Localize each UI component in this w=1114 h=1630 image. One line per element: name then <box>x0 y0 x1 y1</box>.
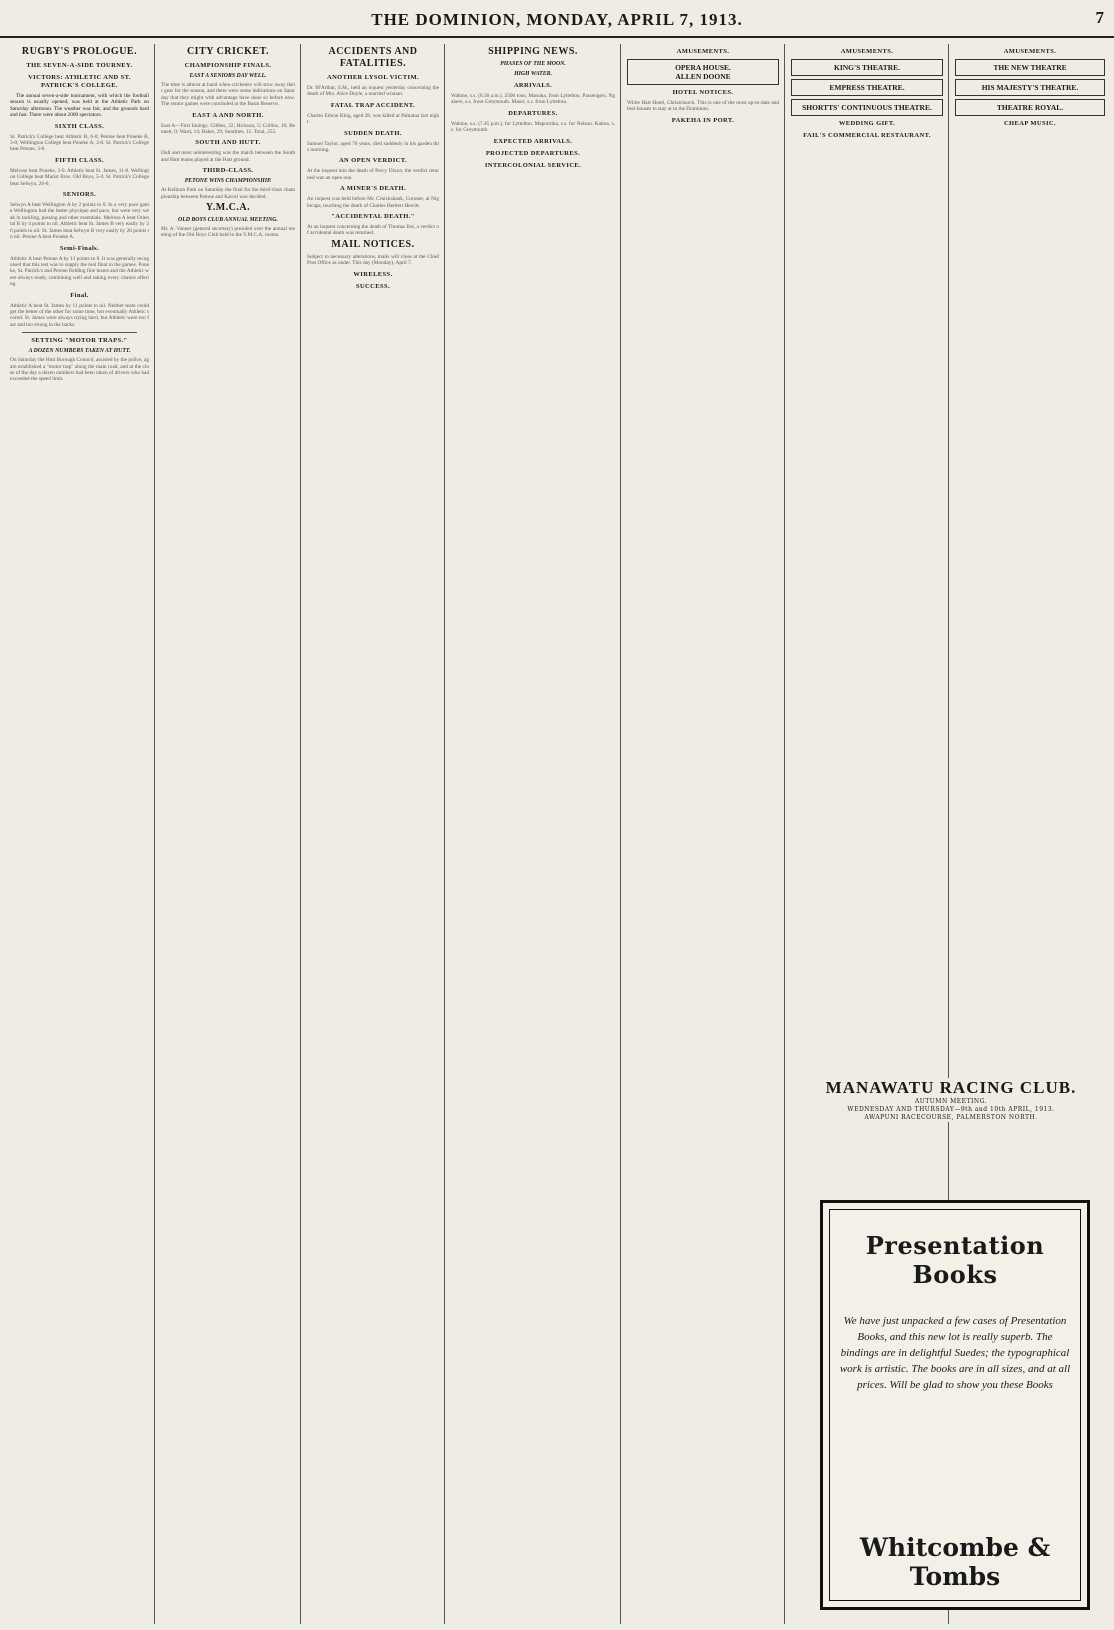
empress-theatre-title: EMPRESS THEATRE. <box>829 83 905 92</box>
article-body: At the inquest into the death of Percy Dixon, the verdict returned was an open one. <box>307 168 439 181</box>
opera-house-title: OPERA HOUSE. <box>675 63 731 72</box>
accidents-heading: ACCIDENTS AND FATALITIES. <box>328 46 418 69</box>
racing-club-line-2: WEDNESDAY AND THURSDAY—9th and 10th APRIL, 1913. <box>847 1106 1055 1113</box>
rugby-section-semi: Semi-Finals. <box>59 244 100 252</box>
article-body: Wahine, s.s. (6.30 a.m.), 2500 tons, Manuka, from Lyttelton. Passengers. Ngahere, s.s. from Greymouth. Maori, s.s. from Lyttelton. <box>451 93 615 106</box>
rugby-kicker: VICTORS: ATHLETIC AND ST. PATRICK'S COLLEGE. <box>28 74 131 89</box>
article-body: Charles Edwin King, aged 28, was killed at Pahiatua last night. <box>307 112 439 126</box>
his-majestys-title: HIS MAJESTY'S THEATRE. <box>981 83 1079 92</box>
article-body: Dull and most uninteresting was the match between the South and Hutt teams played at the Hutt ground. <box>161 150 295 163</box>
column-rule <box>620 44 621 1624</box>
opera-house-ad <box>627 59 779 85</box>
column-rule <box>154 44 155 1624</box>
cheap-music-heading: CHEAP MUSIC. <box>1003 120 1057 127</box>
racing-club-line-3: AWAPUNI RACECOURSE, PALMERSTON NORTH. <box>864 1114 1038 1121</box>
rugby-section-fifth: FIFTH CLASS. <box>55 156 104 164</box>
article-body: At Kelburn Park on Saturday the final for the third-class championship between Petone and Karori was decided. <box>161 187 295 200</box>
accidental-death-heading: "ACCIDENTAL DEATH." <box>331 213 415 221</box>
article-body: Mr. A. Vanner (general secretary) presided over the annual meeting of the Old Boys Club held in the Y.M.C.A. rooms. <box>161 226 295 239</box>
article-body: At an inquest concerning the death of Thomas Ilot, a verdict of accidental death was returned. <box>307 224 439 237</box>
cricket-petone: PETONE WINS CHAMPIONSHIP. <box>184 178 272 185</box>
shortts-theatre-ad <box>791 99 943 116</box>
new-theatre-ad <box>955 59 1105 76</box>
mail-notices-heading: MAIL NOTICES. <box>331 238 415 250</box>
pakeha-heading: PAKEHA IN PORT. <box>671 116 735 124</box>
article-body: An inquest was held before Mr. Cruickshank, Coroner, at Nightcaps, touching the death of Charles Herbert Hewitt. <box>307 196 439 209</box>
motor-traps-heading: SETTING "MOTOR TRAPS." <box>31 337 128 345</box>
racing-club-notice <box>791 1078 1111 1122</box>
motor-traps-subheading: A DOZEN NUMBERS TAKEN AT HUTT. <box>28 348 131 355</box>
ad-body: We have just unpacked a few cases of Presentation Books, and this new lot is really superb. The bindings are in delightful Suedes; the typographical work is artistic. The books are in all sizes, and at all prices. Will be glad to show you these Books <box>839 1315 1071 1391</box>
allen-doone: ALLEN DOONE <box>675 72 731 81</box>
newspaper-title: THE DOMINION, MONDAY, APRIL 7, 1913. <box>371 10 743 29</box>
rugby-heading: RUGBY'S PROLOGUE. <box>21 46 138 57</box>
article-body: Wahine, s.s. (7.45 p.m.), for Lyttelton. Mapourika, s.s. for Nelson. Kaitoa, s.s. for Greymouth. <box>451 120 615 134</box>
page-number: 7 <box>1095 8 1104 27</box>
amusements-heading: AMUSEMENTS. <box>676 48 730 55</box>
arrivals-heading: ARRIVALS. <box>513 82 553 89</box>
fails-restaurant-heading: FAIL'S COMMERCIAL RESTAURANT. <box>803 132 931 139</box>
moon-heading: PHASES OF THE MOON. <box>500 61 566 67</box>
racing-club-line-1: AUTUMN MEETING. <box>914 1098 988 1105</box>
his-majestys-ad <box>955 79 1105 96</box>
masthead <box>0 0 1114 38</box>
article-body: Samuel Taylor, aged 70 years, died suddenly in his garden this morning. <box>307 140 439 154</box>
rugby-section-sixth: SIXTH CLASS. <box>54 122 105 130</box>
cricket-table-heading: EAST A AND NORTH. <box>192 111 264 119</box>
rugby-section-final: Final. <box>70 291 89 299</box>
column-amusements-1 <box>623 44 783 1624</box>
cricket-south-hutt: SOUTH AND HUTT. <box>195 139 261 147</box>
theatre-royal-title: THEATRE ROYAL. <box>996 103 1064 112</box>
ad-heading: Presentation Books <box>865 1231 1045 1289</box>
wedding-gift-heading: WEDDING GIFT. <box>838 120 896 127</box>
intercolonial-heading: INTERCOLONIAL SERVICE. <box>484 161 582 169</box>
hotel-notices-heading: HOTEL NOTICES. <box>672 89 734 96</box>
lysol-heading: ANOTHER LYSOL VICTIM. <box>326 74 420 81</box>
cricket-subheading: CHAMPIONSHIP FINALS. <box>184 62 272 69</box>
cricket-kicker: EAST A SENIORS DAY WELL. <box>189 73 267 79</box>
column-shipping <box>447 44 619 1624</box>
article-body: East A—First Innings. Gibbes, 32; Hickson, 5; Collins, 18; Bennett, 0; Ward, 14; Baker, 29; Sundries, 11. Total, 255. <box>161 122 295 136</box>
racing-club-title: MANAWATU RACING CLUB. <box>825 1078 1077 1097</box>
amusements-heading-2: AMUSEMENTS. <box>840 48 894 55</box>
article-body: Subject to necessary alterations, mails will close at the Chief Post Office as under. This day (Monday), April 7. <box>307 253 439 267</box>
expected-arrivals-heading: EXPECTED ARRIVALS. <box>493 137 573 145</box>
article-body: On Saturday the Hutt Borough Council, assisted by the police, again established a "motor trap" along the main road, and at the close of the day a dozen numbers had been taken of drivers who had exceeded the speed limit. <box>10 357 149 383</box>
miner-death-heading: A MINER'S DEATH. <box>339 185 407 193</box>
empress-theatre-ad <box>791 79 943 96</box>
high-water-heading: HIGH WATER. <box>514 71 552 77</box>
trap-accident-heading: FATAL TRAP ACCIDENT. <box>330 101 416 109</box>
rugby-intro: The annual seven-a-side tournament, with which the football season is usually opened, was held at the Athletic Park on Saturday afternoon. The weather was fair, and the grounds hard and fast. There were about 2000 spectators. <box>10 93 149 119</box>
article-body: White Hart Hotel, Christchurch. This is one of the most up-to-date and best houses to stay at in the Dominion. <box>627 100 779 113</box>
column-rule <box>784 44 785 1624</box>
amusements-heading-3: AMUSEMENTS. <box>1003 48 1057 55</box>
ad-signature: Whitcombe & Tombs <box>859 1533 1051 1591</box>
article-body: Athletic A beat Petone A by 11 points to 0. It was generally recognised that this test was to supply the real final in the games. Poneke, St. Patrick's and Petone fielding fine teams and the Athletic were always ready, combining well and taking every chance offering. <box>10 255 149 288</box>
cricket-third-class: THIRD-CLASS. <box>202 167 254 175</box>
column-rugby <box>6 44 153 1624</box>
article-body: The time is almost at hand when cricketers will stow away their gear for the season, and there were some indications on Saturday that they might with advantage have done so before now. The senior games were concluded at the Basin Reserve. <box>161 82 295 108</box>
ymca-heading: Y.M.C.A. <box>205 202 251 214</box>
article-body: Melrose beat Poneke, 3-0. Athletic beat St. James, 11-0. Wellington College beat Marist Bros. Old Boys, 5-4. St. Patrick's College beat Selwyn, 26-0. <box>10 167 149 187</box>
column-rule <box>444 44 445 1624</box>
theatre-royal-ad <box>955 99 1105 116</box>
article-body: Selwyn A beat Wellington A by 2 points to 0. In a very poor game Wellington had the better physique and pace, but were very weak in tackling, passing and other essentials. Melrose A beat Oriental B by 4 points to nil. Athletic beat St. James B very easily by 26 points to nil. St. James beat Selwyn B very easily by 26 points to nil. Petone A beat Poneke A. <box>10 202 149 241</box>
new-theatre-title: THE NEW THEATRE <box>993 63 1067 72</box>
open-verdict-heading: AN OPEN VERDICT. <box>338 157 408 165</box>
kings-theatre-ad <box>791 59 943 76</box>
rugby-subheading: THE SEVEN-A-SIDE TOURNEY. <box>26 62 133 69</box>
shortts-theatre-title: SHORTTS' CONTINUOUS THEATRE. <box>802 103 932 112</box>
sudden-death-heading: SUDDEN DEATH. <box>344 129 402 137</box>
shipping-heading: SHIPPING NEWS. <box>488 46 578 57</box>
article-body: St. Patrick's College beat Athletic B, 6-0; Petone beat Poneke B, 3-0; Wellington College beat Poneke A, 3-0. St. Patrick's College beat Petone, 3-0. <box>10 133 149 153</box>
rugby-section-seniors: SENIORS. <box>62 191 97 199</box>
departures-heading: DEPARTURES. <box>508 109 558 117</box>
wireless-heading: WIRELESS. <box>353 270 393 278</box>
article-body: Dr. M'Arthur, S.M., held an inquest yesterday concerning the death of Mrs. Alice Doyle, a married woman. <box>307 85 439 98</box>
column-cricket <box>157 44 299 1624</box>
kings-theatre-title: KING'S THEATRE. <box>834 63 900 72</box>
ymca-subheading: OLD BOYS CLUB ANNUAL MEETING. <box>178 217 278 224</box>
cricket-heading: CITY CRICKET. <box>186 46 270 57</box>
projected-departures-heading: PROJECTED DEPARTURES. <box>485 149 581 157</box>
article-body: Athletic A beat St. James by 11 points to nil. Neither team could get the better of the other for some time, but eventually Athletic scored. St. James were always trying hard, but Athletic were too fast and too strong in the backs. <box>10 302 149 328</box>
column-rule <box>300 44 301 1624</box>
column-accidents <box>303 44 443 1624</box>
success-heading: SUCCESS. <box>355 282 391 290</box>
presentation-books-ad <box>820 1200 1090 1610</box>
divider <box>22 332 137 333</box>
